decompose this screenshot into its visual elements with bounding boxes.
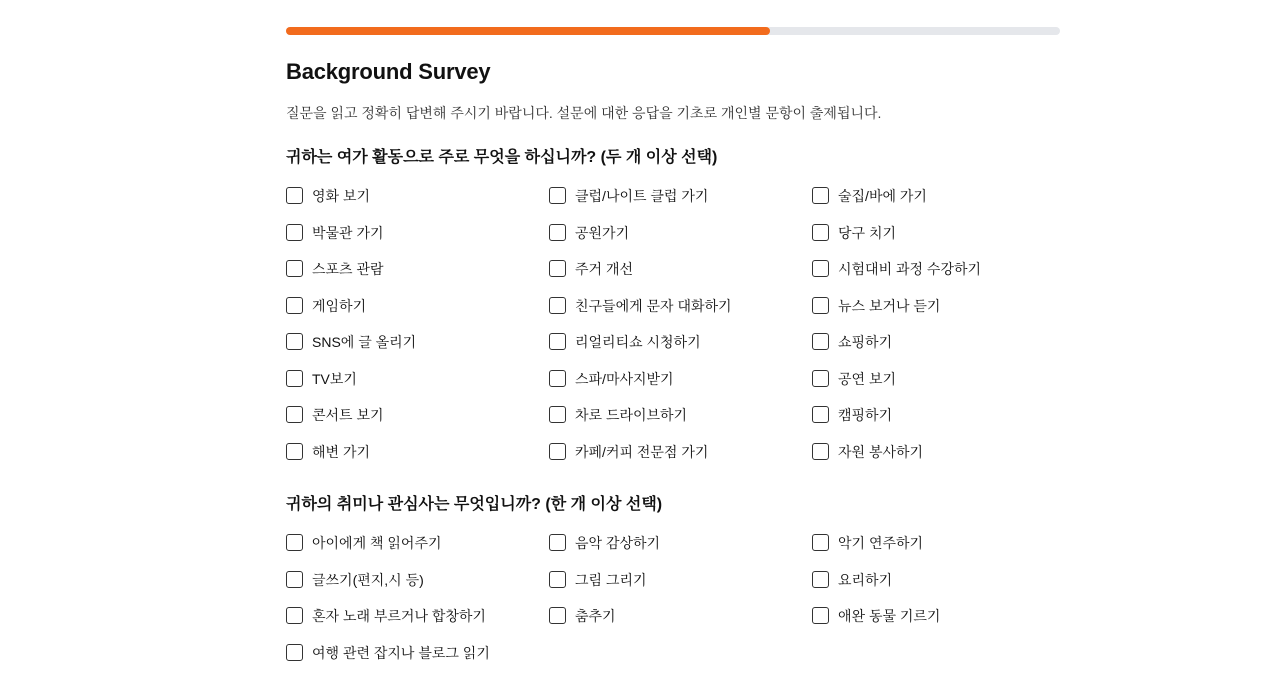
option-checkbox-row[interactable]	[549, 443, 812, 480]
option-checkbox-row[interactable]	[549, 571, 812, 608]
option-checkbox-row[interactable]	[812, 297, 1060, 334]
option-checkbox-row[interactable]	[549, 260, 812, 297]
option-checkbox-row[interactable]	[286, 297, 549, 334]
option-checkbox-row[interactable]	[812, 534, 1060, 571]
option-checkbox-row[interactable]	[286, 370, 549, 407]
option-label: 영화 보기	[312, 187, 370, 205]
option-checkbox-row[interactable]	[286, 443, 549, 480]
option-label: 글쓰기(편지,시 등)	[312, 571, 424, 589]
page-title: Background Survey	[286, 59, 490, 85]
option-checkbox-row[interactable]	[286, 333, 549, 370]
option-checkbox-row[interactable]	[812, 333, 1060, 370]
option-checkbox-row[interactable]	[549, 534, 812, 571]
option-label: 술집/바에 가기	[838, 187, 927, 205]
checkbox[interactable]	[812, 607, 829, 624]
option-label: 공원가기	[575, 224, 629, 242]
checkbox[interactable]	[286, 443, 303, 460]
checkbox[interactable]	[812, 534, 829, 551]
option-checkbox-row[interactable]	[286, 534, 549, 571]
option-label: 혼자 노래 부르거나 합창하기	[312, 607, 486, 625]
option-label: 주거 개선	[575, 260, 633, 278]
option-checkbox-row[interactable]	[812, 224, 1060, 261]
checkbox[interactable]	[812, 187, 829, 204]
checkbox[interactable]	[549, 443, 566, 460]
option-checkbox-row[interactable]	[549, 187, 812, 224]
option-label: 박물관 가기	[312, 224, 384, 242]
checkbox[interactable]	[549, 187, 566, 204]
option-checkbox-row[interactable]	[549, 370, 812, 407]
option-label: 악기 연주하기	[838, 534, 923, 552]
checkbox[interactable]	[286, 571, 303, 588]
option-checkbox-row[interactable]	[812, 260, 1060, 297]
option-checkbox-row[interactable]	[812, 370, 1060, 407]
checkbox[interactable]	[549, 333, 566, 350]
option-label: 스포츠 관람	[312, 260, 384, 278]
checkbox[interactable]	[549, 534, 566, 551]
option-checkbox-row[interactable]	[286, 406, 549, 443]
option-label: 자원 봉사하기	[838, 443, 923, 461]
option-checkbox-row[interactable]	[286, 187, 549, 224]
checkbox[interactable]	[286, 534, 303, 551]
option-checkbox-row[interactable]	[286, 644, 549, 680]
checkbox[interactable]	[286, 187, 303, 204]
option-label: 게임하기	[312, 297, 366, 315]
checkbox[interactable]	[812, 370, 829, 387]
checkbox[interactable]	[286, 406, 303, 423]
checkbox[interactable]	[286, 607, 303, 624]
question-title: 귀하의 취미나 관심사는 무엇입니까? (한 개 이상 선택)	[286, 495, 1060, 515]
checkbox[interactable]	[286, 224, 303, 241]
option-label: 캠핑하기	[838, 406, 892, 424]
option-checkbox-row[interactable]	[286, 571, 549, 608]
option-checkbox-row[interactable]	[549, 224, 812, 261]
option-checkbox-row[interactable]	[812, 443, 1060, 480]
option-label: 쇼핑하기	[838, 333, 892, 351]
checkbox[interactable]	[812, 571, 829, 588]
checkbox[interactable]	[812, 406, 829, 423]
checkbox[interactable]	[812, 443, 829, 460]
survey-instructions: 질문을 읽고 정확히 답변해 주시기 바랍니다. 설문에 대한 응답을 기초로 개인별 문항이 출제됩니다.	[286, 103, 881, 123]
progress-bar-fill	[286, 27, 770, 35]
option-checkbox-row[interactable]	[286, 224, 549, 261]
progress-bar	[286, 27, 1060, 35]
option-label: 시험대비 과정 수강하기	[838, 260, 981, 278]
checkbox[interactable]	[549, 224, 566, 241]
question-title: 귀하는 여가 활동으로 주로 무엇을 하십니까? (두 개 이상 선택)	[286, 148, 1060, 168]
checkbox[interactable]	[549, 571, 566, 588]
checkbox[interactable]	[549, 370, 566, 387]
option-label: 리얼리티쇼 시청하기	[575, 333, 701, 351]
checkbox[interactable]	[286, 260, 303, 277]
option-checkbox-row[interactable]	[549, 297, 812, 334]
option-label: 뉴스 보거나 듣기	[838, 297, 940, 315]
option-label: 클럽/나이트 클럽 가기	[575, 187, 708, 205]
option-checkbox-row[interactable]	[549, 607, 812, 644]
option-checkbox-row[interactable]	[812, 187, 1060, 224]
option-checkbox-row[interactable]	[286, 260, 549, 297]
option-checkbox-row[interactable]	[549, 333, 812, 370]
option-label: 공연 보기	[838, 370, 896, 388]
option-label: 여행 관련 잡지나 블로그 읽기	[312, 644, 490, 662]
checkbox[interactable]	[286, 644, 303, 661]
checkbox[interactable]	[812, 297, 829, 314]
option-label: 아이에게 책 읽어주기	[312, 534, 442, 552]
option-label: 카페/커피 전문점 가기	[575, 443, 708, 461]
option-label: 요리하기	[838, 571, 892, 589]
option-label: 콘서트 보기	[312, 406, 384, 424]
option-checkbox-row[interactable]	[812, 406, 1060, 443]
checkbox[interactable]	[812, 333, 829, 350]
option-label: 당구 치기	[838, 224, 896, 242]
option-label: 그림 그리기	[575, 571, 647, 589]
option-checkbox-row[interactable]	[286, 607, 549, 644]
options-grid	[286, 187, 1060, 479]
option-label: SNS에 글 올리기	[312, 333, 416, 351]
checkbox[interactable]	[286, 370, 303, 387]
option-label: 친구들에게 문자 대화하기	[575, 297, 732, 315]
option-label: 스파/마사지받기	[575, 370, 674, 388]
option-label: 음악 감상하기	[575, 534, 660, 552]
option-label: 해변 가기	[312, 443, 370, 461]
checkbox[interactable]	[812, 260, 829, 277]
checkbox[interactable]	[549, 406, 566, 423]
option-checkbox-row[interactable]	[812, 571, 1060, 608]
options-grid	[286, 534, 1060, 680]
option-checkbox-row[interactable]	[549, 406, 812, 443]
checkbox[interactable]	[549, 607, 566, 624]
checkbox[interactable]	[549, 297, 566, 314]
option-checkbox-row[interactable]	[812, 607, 1060, 644]
option-label: 춤추기	[575, 607, 616, 625]
question-leisure-activities	[286, 148, 1060, 479]
checkbox[interactable]	[286, 333, 303, 350]
option-label: 애완 동물 기르기	[838, 607, 940, 625]
checkbox[interactable]	[286, 297, 303, 314]
option-label: 차로 드라이브하기	[575, 406, 687, 424]
checkbox[interactable]	[549, 260, 566, 277]
checkbox[interactable]	[812, 224, 829, 241]
option-label: TV보기	[312, 370, 357, 388]
question-hobbies-interests	[286, 495, 1060, 680]
